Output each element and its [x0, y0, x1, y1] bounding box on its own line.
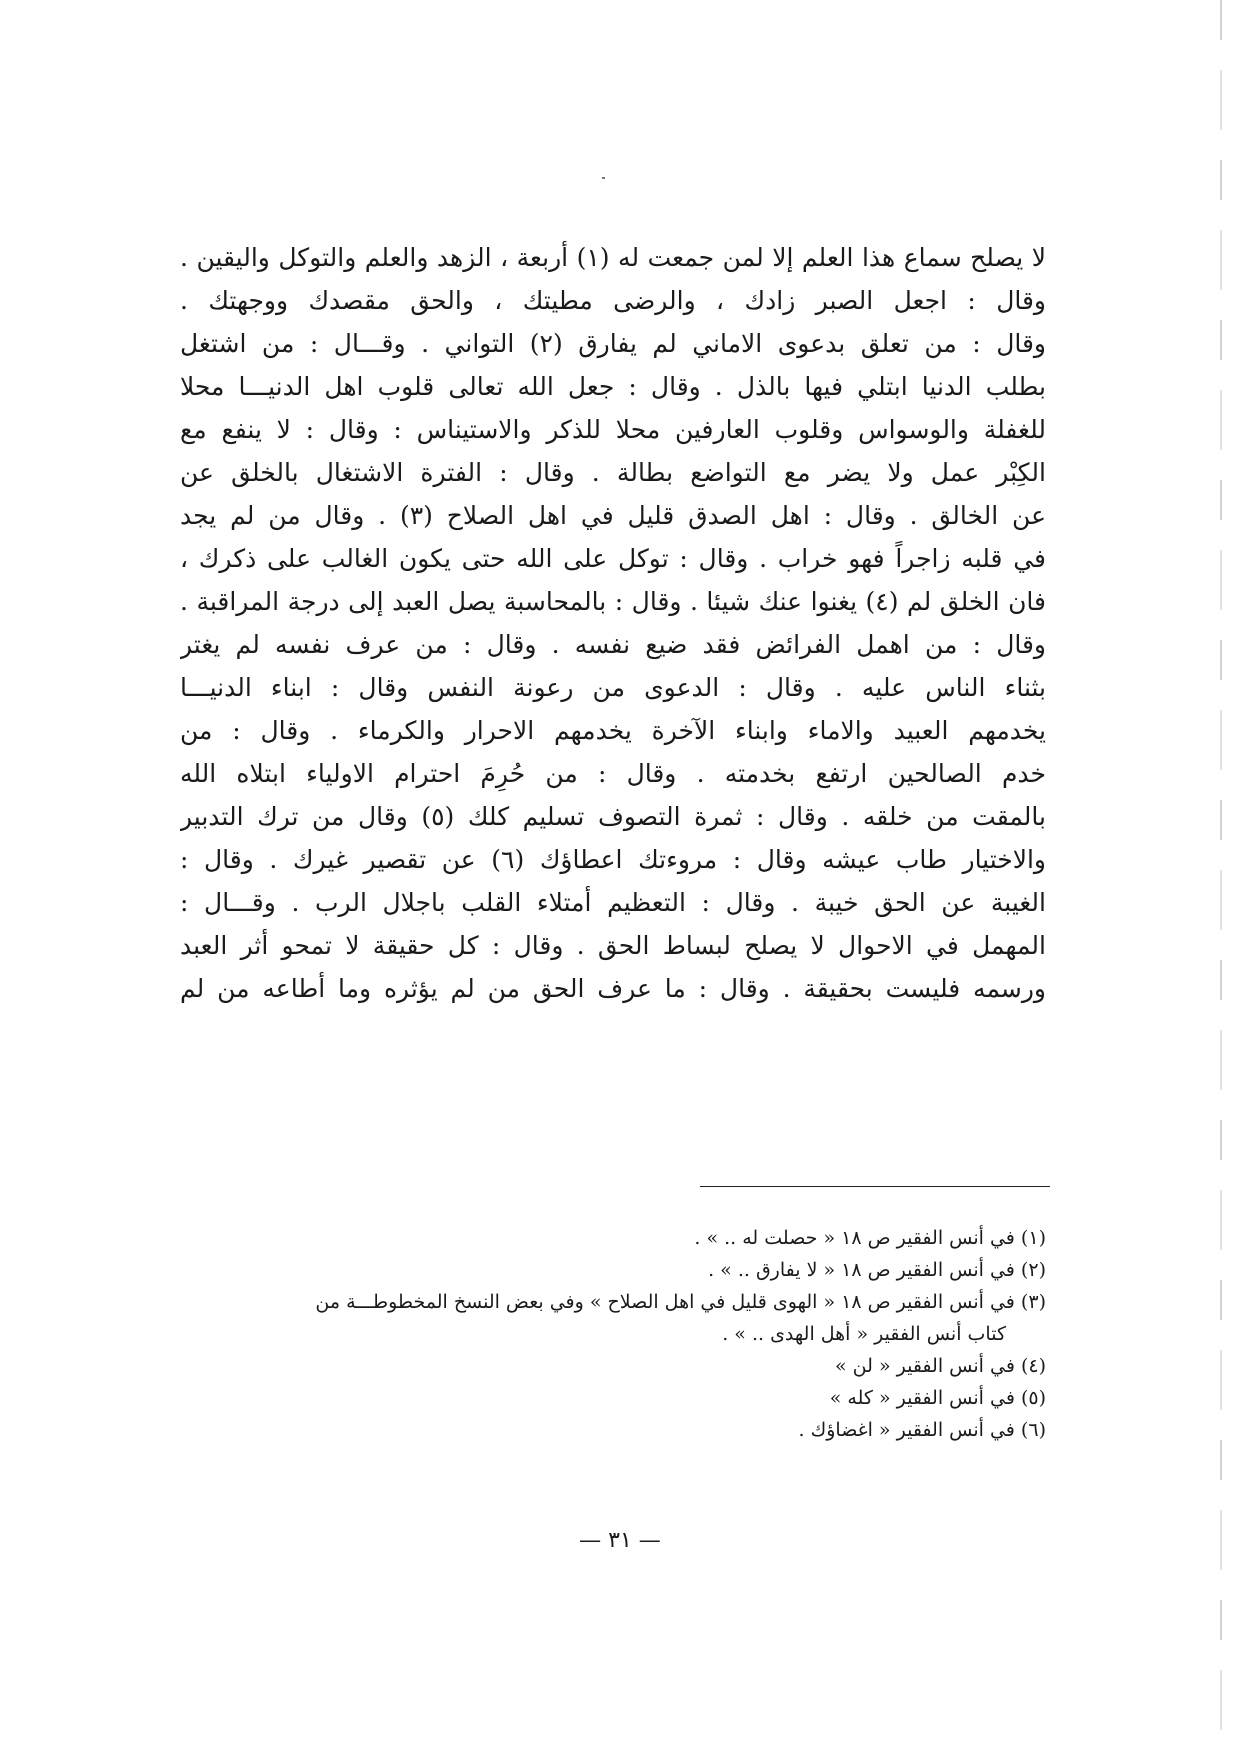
text-line-12: يخدمهم العبيد والاماء وابناء الآخرة يخدمهم الاحرار والكرماء . وقال : من [180, 716, 1046, 745]
text-line-13: خدم الصالحين ارتفع بخدمته . وقال : من حُرِمَ احترام الاولياء ابتلاه الله [180, 759, 1046, 788]
text-line-3: وقال : من تعلق بدعوى الاماني لم يفارق (٢) التواني . وقـــال : من اشتغل [180, 329, 1046, 358]
footnote-3-continuation: كتاب أنس الفقير « أهل الهدى .. » . [722, 1323, 1006, 1345]
footnote-separator [700, 1186, 1050, 1187]
footnote-1: (١) في أنس الفقير ص ١٨ « حصلت له .. » . [694, 1227, 1046, 1249]
scan-edge-shadow [1220, 0, 1222, 1754]
text-line-8: في قلبه زاجراً فهو خراب . وقال : توكل على الله حتى يكون الغالب على ذكرك ، [180, 544, 1046, 573]
text-line-7: عن الخالق . وقال : اهل الصدق قليل في اهل الصلاح (٣) . وقال من لم يجد [180, 501, 1046, 530]
scan-speck [602, 177, 605, 179]
text-line-11: بثناء الناس عليه . وقال : الدعوى من رعونة النفس وقال : ابناء الدنيـــا [180, 673, 1046, 702]
text-line-18: ورسمه فليست بحقيقة . وقال : ما عرف الحق من لم يؤثره وما أطاعه من لم [180, 974, 1046, 1003]
text-line-16: الغيبة عن الحق خيبة . وقال : التعظيم أمتلاء القلب باجلال الرب . وقـــال : [180, 888, 1046, 917]
footnote-2: (٢) في أنس الفقير ص ١٨ « لا يفارق .. » . [708, 1259, 1046, 1281]
text-line-9: فان الخلق لم (٤) يغنوا عنك شيئا . وقال : بالمحاسبة يصل العبد إلى درجة المراقبة . [180, 587, 1046, 616]
text-line-15: والاختيار طاب عيشه وقال : مروءتك اعطاؤك (٦) عن تقصير غيرك . وقال : [180, 845, 1046, 874]
text-line-4: بطلب الدنيا ابتلي فيها بالذل . وقال : جعل الله تعالى قلوب اهل الدنيـــا محلا [180, 372, 1046, 401]
footnote-4: (٤) في أنس الفقير « لن » [834, 1355, 1046, 1377]
text-line-14: بالمقت من خلقه . وقال : ثمرة التصوف تسليم كلك (٥) وقال من ترك التدبير [180, 802, 1046, 831]
footnote-6: (٦) في أنس الفقير « اغضاؤك . [798, 1419, 1046, 1441]
text-line-1: لا يصلح سماع هذا العلم إلا لمن جمعت له (١) أربعة ، الزهد والعلم والتوكل واليقين . [180, 243, 1046, 272]
text-line-17: المهمل في الاحوال لا يصلح لبساط الحق . وقال : كل حقيقة لا تمحو أثر العبد [180, 931, 1046, 960]
footnote-3: (٣) في أنس الفقير ص ١٨ « الهوى قليل في اهل الصلاح » وفي بعض النسخ المخطوطـــة من [315, 1291, 1046, 1313]
text-line-5: للغفلة والوسواس وقلوب العارفين محلا للذكر والاستيناس : وقال : لا ينفع مع [180, 415, 1046, 444]
footnotes [180, 1222, 1046, 1446]
text-line-10: وقال : من اهمل الفرائض فقد ضيع نفسه . وقال : من عرف نفسه لم يغتر [180, 630, 1046, 659]
text-line-6: الكِبْر عمل ولا يضر مع التواضع بطالة . وقال : الفترة الاشتغال بالخلق عن [180, 458, 1046, 487]
text-line-2: وقال : اجعل الصبر زادك ، والرضى مطيتك ، والحق مقصدك ووجهتك . [180, 286, 1046, 315]
page-number: — ٣١ — [579, 1528, 661, 1553]
main-text [180, 236, 1046, 1010]
footnote-5: (٥) في أنس الفقير « كله » [829, 1387, 1046, 1409]
